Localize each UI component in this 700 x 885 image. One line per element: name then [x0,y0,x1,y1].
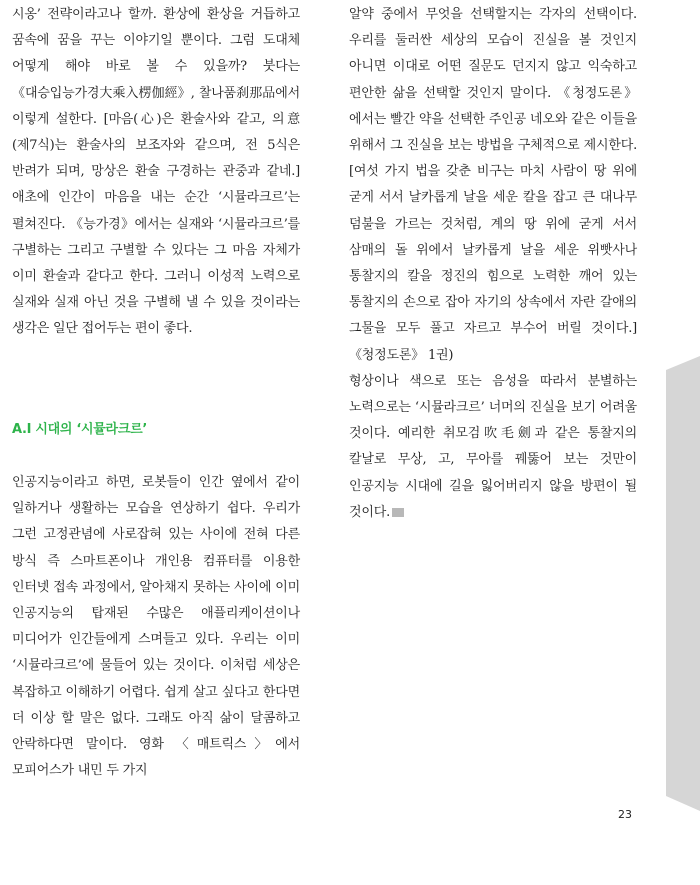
right-column [349,2,637,526]
body-paragraph: 알약 중에서 무엇을 선택할지는 각자의 선택이다. 우리를 둘러싼 세상의 모습이 진실을 볼 것인지 아니면 이대로 어떤 질문도 던지지 않고 익숙하고 편안한 삶을 선택할 것인지 말이다. 《청정도론》에서는 빨간 약을 선택한 주인공 네오와 같은 이들을 위해서 그 진실을 보는 방법을 구체적으로 제시한다. [여섯 가지 법을 갖춘 비구는 마치 사람이 땅 위에 굳게 서서 날카롭게 날을 세운 칼을 잡고 큰 대나무 덤불을 가르는 것처럼, 계의 땅 위에 굳게 서서 삼매의 돌 위에서 날카롭게 날을 세운 위빳사나 통찰지의 칼을 정진의 힘으로 노력한 깨어 있는 통찰지의 손으로 잡아 자기의 상속에서 자란 갈애의 그물을 모두 풀고 자르고 부수어 버릴 것이다.] 《청정도론》 1권) [349,7,637,363]
body-paragraph: 인공지능이라고 하면, 로봇들이 인간 옆에서 같이 일하거나 생활하는 모습을 연상하기 쉽다. 우리가 그런 고정관념에 사로잡혀 있는 사이에 전혀 다른 방식 즉 스마트폰이나 개인용 컴퓨터를 이용한 인터넷 접속 과정에서, 알아채지 못하는 사이에 이미 인공지능의 탑재된 수많은 애플리케이션이나 미디어가 인간들에게 스며들고 있다. 우리는 이미 ‘시뮬라크르’에 물들어 있는 것이다. 이처럼 세상은 복잡하고 이해하기 어렵다. 쉽게 살고 싶다고 한다면 더 이상 할 말은 없다. 그래도 아직 삶이 달콤하고 안락하다면 말이다. 영화 〈매트릭스〉에서 모피어스가 내민 두 가지 [12,475,300,779]
left-column [12,2,300,343]
section-heading: A.I 시대의 ‘시뮬라크르’ [12,422,147,437]
page-number: 23 [618,808,632,821]
left-column-lower [12,470,300,784]
body-paragraph [349,369,637,526]
body-paragraph: 시옹’ 전략이라고나 할까. 환상에 환상을 거듭하고 꿈속에 꿈을 꾸는 이야기일 뿐이다. 그럼 도대체 어떻게 해야 바로 볼 수 있을까? 붓다는 《대승입능가경大乘入楞伽經》, 찰나품刹那品에서 이렇게 설한다. [마음(心)은 환술사와 같고, 의意(제7식)는 환술사의 보조자와 같으며, 전 5식은 반려가 되며, 망상은 환술 구경하는 관중과 같네.] 애초에 인간이 마음을 내는 순간 ‘시뮬라크르’는 펼쳐진다. 《능가경》에서는 실재와 ‘시뮬라크르’를 구별하는 그리고 구별할 수 있다는 그 마음 자체가 이미 환술과 같다고 한다. 그러니 이성적 노력으로 실재와 실재 아닌 것을 구별해 낼 수 있을 것이라는 생각은 일단 접어두는 편이 좋다. [12,7,300,337]
end-of-article-mark [392,508,404,517]
side-decoration-shape [664,356,700,811]
side-decoration-polygon [666,356,700,811]
closing-paragraph-text: 형상이나 색으로 또는 음성을 따라서 분별하는 노력으로는 ‘시뮬라크르’ 너머의 진실을 보기 어려울 것이다. 예리한 취모검吹毛劍과 같은 통찰지의 칼날로 무상, 고, 무아를 꿰뚫어 보는 것만이 인공지능 시대에 길을 잃어버리지 않을 방편이 될 것이다. [349,373,637,520]
